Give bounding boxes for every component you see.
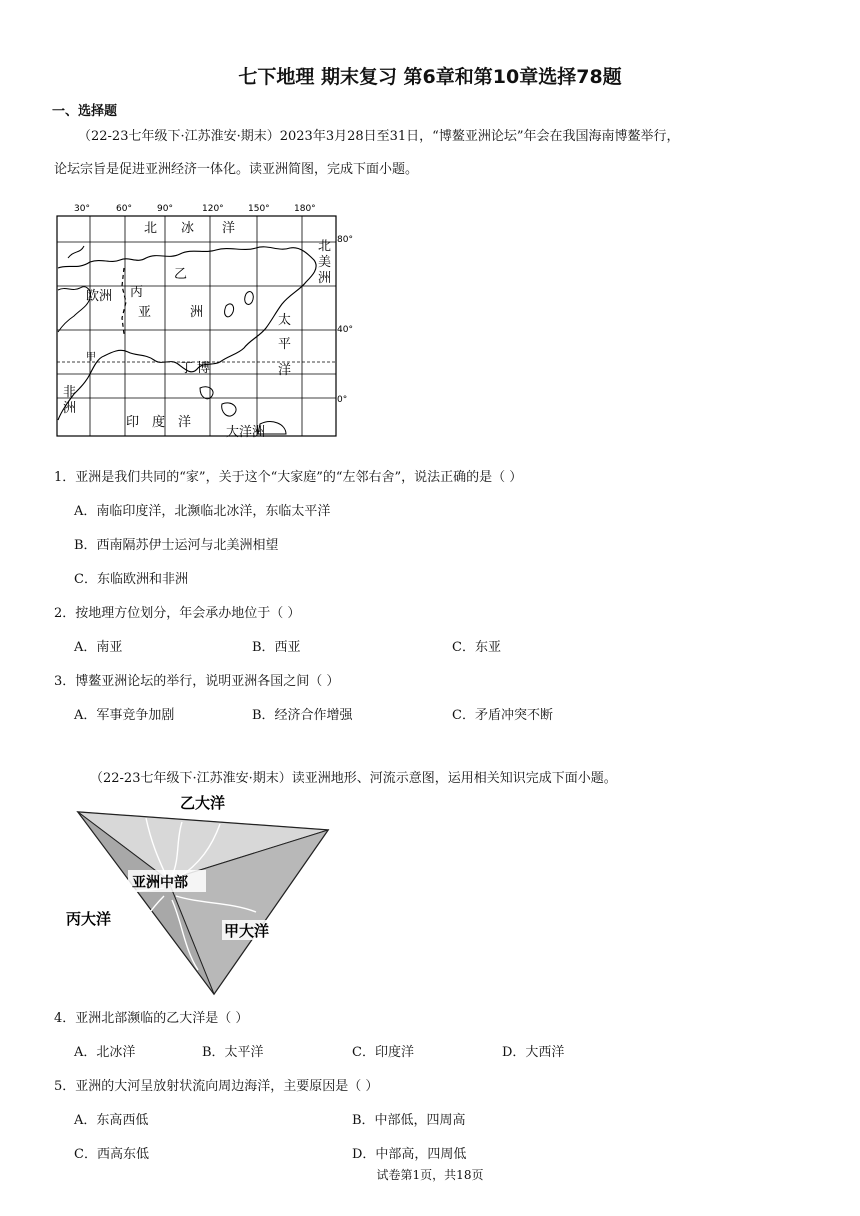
coastline-islands (200, 292, 286, 434)
label-center: 亚洲中部 (132, 875, 188, 891)
lat-label: 0° (337, 395, 348, 405)
label-bing-ocean: 丙大洋 (66, 910, 112, 928)
label-jia-ocean: 甲大洋 (224, 922, 270, 940)
q5-option-c[interactable]: C．西高东低 (74, 1147, 149, 1162)
label-bo: 博 (197, 361, 211, 376)
intro1-line1: （22-23七年级下·江苏淮安·期末）2023年3月28日至31日，“博鳌亚洲论坛”年会在我国海南博鳌举行， (78, 129, 680, 144)
q2-option-a[interactable]: A．南亚 (74, 640, 123, 655)
q1-option-c[interactable]: C．东临欧洲和非洲 (74, 572, 188, 587)
label-africa: 洲 (63, 401, 77, 416)
question-2-stem: 2．按地理方位划分，年会承办地位于（ ） (54, 606, 301, 621)
label-ding: 丁 (180, 361, 194, 376)
label-north-america: 美 (318, 255, 332, 270)
label-bing: 丙 (130, 285, 144, 300)
q3-option-b[interactable]: B．经济合作增强 (252, 708, 353, 723)
q5-option-d[interactable]: D．中部高，四周低 (352, 1147, 467, 1162)
label-yi-ocean: 乙大洋 (180, 794, 226, 812)
grid-lines (57, 216, 336, 436)
lon-label: 120° (202, 204, 224, 214)
page-title: 七下地理 期末复习 第6章和第10章选择78题 (238, 66, 622, 88)
question-4-stem: 4．亚洲北部濒临的乙大洋是（ ） (54, 1011, 249, 1026)
q1-option-a[interactable]: A．南临印度洋，北濒临北冰洋，东临太平洋 (74, 504, 331, 519)
question-3-stem: 3．博鳌亚洲论坛的举行，说明亚洲各国之间（ ） (54, 674, 340, 689)
label-pacific: 洋 (278, 363, 292, 378)
lat-label: 40° (337, 325, 353, 335)
map-frame (57, 216, 336, 436)
label-europe: 欧洲 (86, 289, 113, 304)
label-indian: 洋 (178, 415, 192, 430)
page-footer: 试卷第1页，共18页 (376, 1168, 484, 1182)
coastline (58, 247, 316, 420)
q2-option-b[interactable]: B．西亚 (252, 640, 301, 655)
question-5-stem: 5．亚洲的大河呈放射状流向周边海洋，主要原因是（ ） (54, 1079, 379, 1094)
lon-label: 180° (294, 204, 316, 214)
label-north-ocean: 冰 (181, 221, 195, 236)
asia-terrain-diagram (60, 792, 350, 998)
lon-label: 30° (74, 204, 90, 214)
lon-label: 60° (116, 204, 132, 214)
label-africa: 非 (63, 385, 77, 400)
label-oceania: 大洋洲 (226, 425, 266, 440)
q4-option-b[interactable]: B．太平洋 (202, 1045, 264, 1060)
label-pacific: 太 (278, 313, 292, 328)
label-jia: 甲 (86, 352, 96, 363)
label-yi: 乙 (174, 267, 188, 282)
intro2-line1: （22-23七年级下·江苏淮安·期末）读亚洲地形、河流示意图，运用相关知识完成下面小题。 (90, 771, 617, 786)
label-north-ocean: 北 (144, 221, 158, 236)
label-asia: 洲 (190, 305, 204, 320)
q3-option-a[interactable]: A．军事竞争加剧 (74, 708, 175, 723)
label-indian: 度 (152, 415, 166, 430)
question-1-stem: 1．亚洲是我们共同的“家”，关于这个“大家庭”的“左邻右舍”，说法正确的是（ ） (54, 470, 523, 485)
label-asia: 亚 (138, 305, 152, 320)
section-heading: 一、选择题 (52, 104, 118, 119)
lon-label: 90° (157, 204, 173, 214)
lon-label: 150° (248, 204, 270, 214)
q5-option-b[interactable]: B．中部低，四周高 (352, 1113, 466, 1128)
q5-option-a[interactable]: A．东高西低 (74, 1113, 149, 1128)
asia-map (50, 198, 360, 443)
lat-label: 80° (337, 235, 353, 245)
label-indian: 印 (126, 415, 140, 430)
label-north-america: 洲 (318, 271, 332, 286)
intro1-line2: 论坛宗旨是促进亚洲经济一体化。读亚洲简图，完成下面小题。 (54, 162, 419, 177)
q1-option-b[interactable]: B．西南隔苏伊士运河与北美洲相望 (74, 538, 279, 553)
q4-option-d[interactable]: D．大西洋 (502, 1045, 565, 1060)
q4-option-a[interactable]: A．北冰洋 (74, 1045, 136, 1060)
label-pacific: 平 (278, 337, 292, 352)
q2-option-c[interactable]: C．东亚 (452, 640, 501, 655)
q3-option-c[interactable]: C．矛盾冲突不断 (452, 708, 553, 723)
q4-option-c[interactable]: C．印度洋 (352, 1045, 414, 1060)
label-north-america: 北 (318, 239, 332, 254)
label-north-ocean: 洋 (222, 221, 236, 236)
